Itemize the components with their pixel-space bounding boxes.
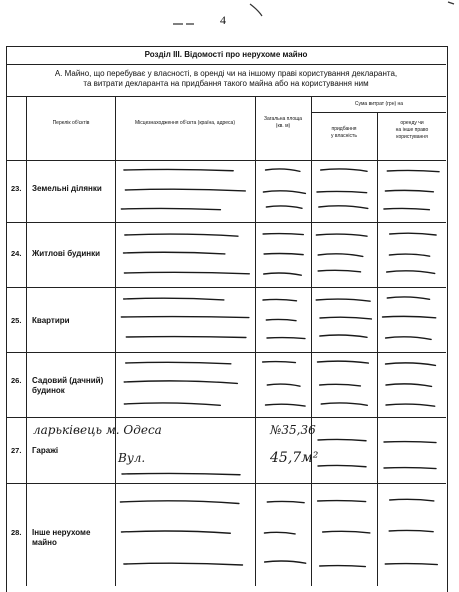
dash-stroke [126, 337, 246, 338]
garage-location-1: ларьківець м. Одеса [33, 423, 162, 437]
dash-stroke [126, 362, 231, 364]
dash-stroke [319, 206, 368, 209]
column-header-expenses: Сума витрат (грн) на [354, 101, 404, 107]
row-label-apartments: Квартири [32, 316, 70, 325]
dash-stroke [386, 384, 432, 387]
dash-stroke [321, 403, 367, 405]
dash-stroke [383, 316, 436, 317]
subheading-line2: та витрати декларанта на придбання такого майна або на користування ним [83, 79, 369, 88]
dash-stroke [121, 531, 230, 533]
dash-stroke [266, 206, 302, 208]
dash-stroke [124, 272, 249, 274]
dash-stroke [386, 404, 435, 406]
row-number: 26. [11, 376, 22, 385]
dash-stroke [316, 234, 367, 236]
row-label-houses: Житлові будинки [32, 249, 101, 258]
dash-stroke [320, 566, 366, 567]
garage-area-1: №35,36 [270, 423, 316, 437]
dash-stroke [318, 501, 366, 502]
dash-stroke [263, 299, 296, 300]
dash-stroke [390, 233, 436, 235]
page-number: 4 [220, 13, 226, 27]
dash-stroke [266, 404, 306, 406]
dash-stroke [263, 362, 296, 363]
dash-stroke [264, 532, 295, 534]
dash-stroke [385, 564, 437, 565]
dash-stroke [318, 270, 360, 272]
row-number: 24. [11, 249, 22, 258]
dash-stroke [323, 531, 370, 533]
column-header-list: Перелік об'єктів [52, 120, 90, 126]
dash-stroke [122, 473, 240, 474]
dash-stroke [321, 169, 367, 171]
dash-stroke [263, 234, 303, 235]
dash-stroke [124, 381, 237, 384]
purchase-header-line2: у власність [331, 133, 357, 139]
rent-header-line3: користування [396, 134, 428, 140]
dash-stroke [386, 363, 436, 366]
dash-stroke [267, 501, 304, 502]
dash-stroke [320, 317, 371, 319]
dash-stroke [389, 254, 429, 256]
scribble-stroke [448, 2, 454, 4]
dash-stroke [267, 338, 305, 339]
dash-stroke [124, 252, 225, 254]
subheading-line1: . Майно, що перебуває у власності, в оренді чи на іншому праві користування декларанта, [60, 69, 398, 78]
dash-stroke [265, 561, 306, 563]
row-number: 23. [11, 184, 22, 193]
other-line2: майно [32, 538, 57, 547]
dash-stroke [124, 403, 220, 405]
dash-stroke [387, 297, 429, 299]
row-label-garages: Гаражі [32, 446, 59, 455]
section-title: Розділ ІІІ. Відомості про нерухоме майно [6, 46, 446, 65]
dash-stroke [387, 271, 435, 274]
scribble-stroke [250, 4, 262, 16]
purchase-header-line1: придбання [331, 126, 357, 132]
dash-stroke [124, 563, 243, 565]
dash-stroke [120, 501, 239, 504]
garage-location-2: Вул. [118, 451, 146, 465]
rent-header-line2: на інше право [395, 127, 429, 133]
other-line1: Інше нерухоме [32, 528, 91, 537]
dash-stroke [316, 299, 370, 301]
country-house-line2: будинок [32, 386, 65, 395]
dash-stroke [384, 468, 436, 469]
dash-stroke [317, 361, 368, 363]
subheading-letter: А [54, 69, 61, 78]
dash-stroke [266, 169, 300, 171]
dash-stroke [318, 439, 366, 440]
country-house-line1: Садовий (дачний) [32, 376, 104, 385]
dash-stroke [266, 319, 296, 320]
dash-stroke [121, 317, 249, 318]
dash-stroke [385, 190, 433, 191]
dash-stroke [125, 234, 238, 236]
row-label-land: Земельні ділянки [32, 184, 102, 193]
dash-stroke [318, 254, 363, 257]
dash-stroke [263, 191, 305, 194]
dash-stroke [125, 189, 245, 191]
dash-stroke [121, 208, 220, 209]
dash-strokes [120, 169, 439, 567]
rent-header-line1: оренду чи [400, 120, 424, 126]
dash-stroke [124, 298, 224, 300]
dash-stroke [317, 191, 367, 192]
dash-stroke [390, 499, 434, 501]
dash-stroke [320, 384, 361, 386]
dash-stroke [386, 337, 432, 340]
dash-stroke [124, 169, 233, 170]
dash-stroke [267, 384, 300, 386]
row-number: 25. [11, 316, 22, 325]
dash-stroke [384, 208, 429, 209]
garage-area-2: 45,7м² [270, 450, 319, 466]
row-number: 28. [11, 528, 22, 537]
top-scribble [173, 2, 454, 24]
dash-stroke [320, 335, 367, 337]
area-header-line2: (кв. м) [275, 123, 291, 129]
dash-stroke [387, 170, 439, 171]
row-number: 27. [11, 446, 22, 455]
column-header-location: Місцезнаходження об'єкта (країна, адреса) [135, 120, 235, 126]
dash-stroke [389, 530, 433, 531]
dash-stroke [264, 253, 303, 254]
dash-stroke [384, 442, 436, 443]
area-header-line1: Загальна площа [263, 116, 303, 122]
dash-stroke [318, 465, 366, 466]
dash-stroke [264, 273, 302, 275]
